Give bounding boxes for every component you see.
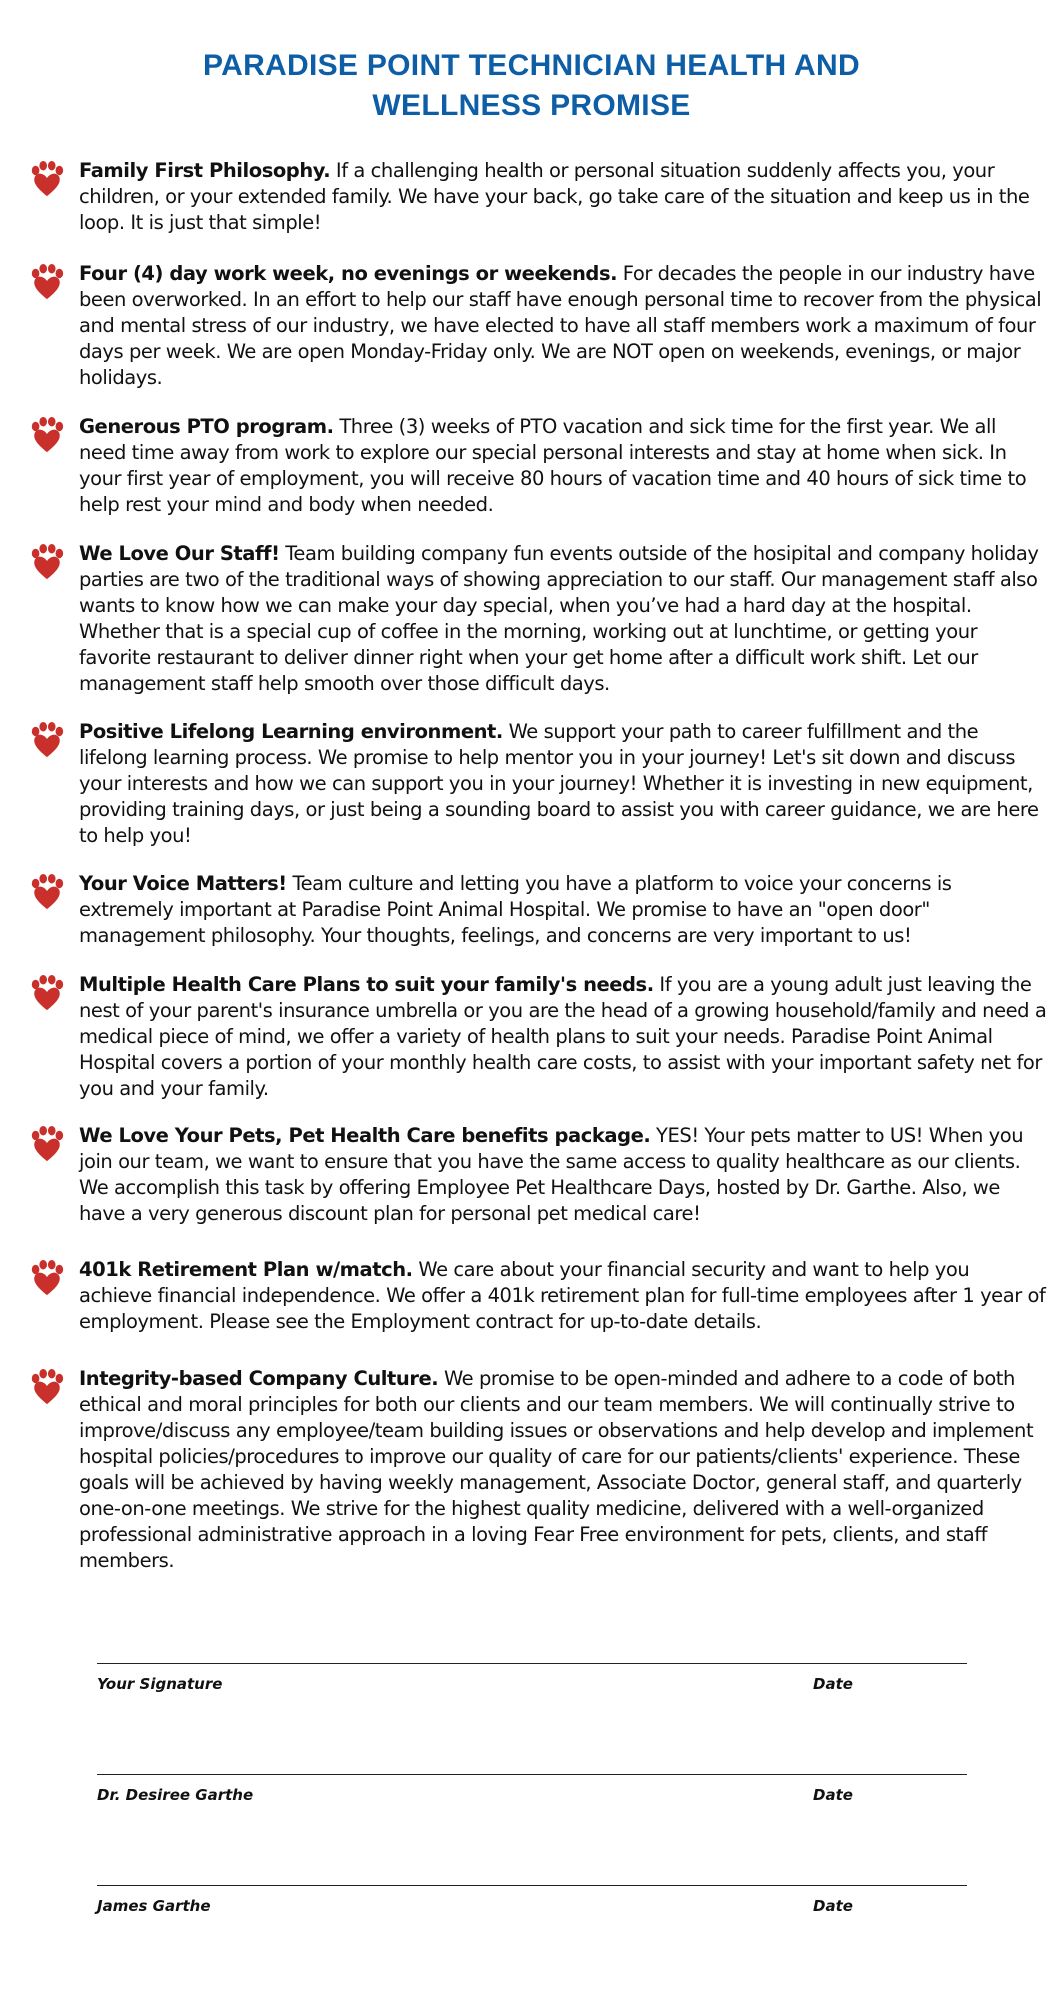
promise-text	[79, 541, 1047, 697]
paw-print-icon	[28, 263, 66, 301]
page-title	[150, 46, 913, 126]
paw-print-icon	[28, 1259, 66, 1297]
promise-text	[79, 719, 1047, 849]
promise-body: YES! Your pets matter to US! When you join our team, we want to ensure that you have the same access to quality healthcare as our clients. We accomplish this task by offering Employee Pet Healthcare Days, hosted by Dr. Garthe. Also, we have a very generous discount plan for personal pet medical care!	[79, 1124, 1024, 1225]
signature-block	[97, 1885, 967, 1915]
promise-body: For decades the people in our industry have been overworked. In an effort to help our staff have enough personal time to recover from the physical and mental stress of our industry, we have elected to have all staff members work a maximum of four days per week. We are open Monday-Friday only. We are NOT open on weekends, evenings, or major holidays.	[79, 262, 1042, 389]
promise-text	[79, 158, 1047, 236]
signature-block	[97, 1774, 967, 1804]
title-line-1: PARADISE POINT TECHNICIAN HEALTH AND	[203, 49, 860, 82]
signature-label: Dr. Desiree Garthe	[97, 1786, 254, 1804]
promise-heading: Generous PTO program.	[79, 415, 334, 438]
signature-line[interactable]	[97, 1663, 967, 1664]
promise-body: We promise to be open-minded and adhere to a code of both ethical and moral principles for both our clients and our team members. We will continually strive to improve/discuss any employee/team building issues or observations and help develop and implement hospital policies/procedures to improve our quality of care for our patients/clients' experience. These goals will be achieved by having weekly management, Associate Doctor, general staff, and quarterly one-on-one meetings. We strive for the highest quality medicine, delivered with a well-organized professional administrative approach in a loving Fear Free environment for pets, clients, and staff members.	[79, 1367, 1034, 1572]
promise-text	[79, 871, 1047, 949]
promise-text	[79, 414, 1047, 518]
paw-print-icon	[28, 974, 66, 1012]
signature-label: James Garthe	[97, 1897, 211, 1915]
promise-heading: Family First Philosophy.	[79, 159, 331, 182]
promise-text	[79, 1123, 1047, 1227]
promise-body: If a challenging health or personal situation suddenly affects you, your children, or your extended family. We have your back, go take care of the situation and keep us in the loop. It is just that simple!	[79, 159, 1030, 234]
paw-print-icon	[28, 160, 66, 198]
promise-body: If you are a young adult just leaving the nest of your parent's insurance umbrella or you are the head of a growing household/family and need a medical piece of mind, we offer a variety of health plans to suit your needs. Paradise Point Animal Hospital covers a portion of your monthly health care costs, to assist with your important safety net for you and your family.	[79, 973, 1047, 1100]
title-line-2: WELLNESS PROMISE	[372, 89, 691, 122]
promise-heading: 401k Retirement Plan w/match.	[79, 1258, 413, 1281]
paw-print-icon	[28, 721, 66, 759]
promise-heading: Positive Lifelong Learning environment.	[79, 720, 503, 743]
date-label: Date	[813, 1897, 853, 1915]
paw-print-icon	[28, 1125, 66, 1163]
promise-body: Team culture and letting you have a platform to voice your concerns is extremely important at Paradise Point Animal Hospital. We promise to have an "open door" management philosophy. Your thoughts, feelings, and concerns are very important to us!	[79, 872, 952, 947]
promise-body: We care about your financial security and want to help you achieve financial independence. We offer a 401k retirement plan for full-time employees after 1 year of employment. Please see the Employment contract for up-to-date details.	[79, 1258, 1046, 1333]
promise-body: We support your path to career fulfillment and the lifelong learning process. We promise to help mentor you in your journey! Let's sit down and discuss your interests and how we can support you in your journey! Whether it is investing in new equipment, providing training days, or just being a sounding board to assist you with career guidance, we are here to help you!	[79, 720, 1039, 847]
promise-heading: We Love Your Pets, Pet Health Care benefits package.	[79, 1124, 651, 1147]
promise-text	[79, 1257, 1047, 1335]
promise-body: Three (3) weeks of PTO vacation and sick time for the first year. We all need time away from work to explore our special personal interests and stay at home when sick. In your first year of employment, you will receive 80 hours of vacation time and 40 hours of sick time to help rest your mind and body when needed.	[79, 415, 1027, 516]
promise-text	[79, 972, 1047, 1102]
signature-label: Your Signature	[97, 1675, 223, 1693]
promise-heading: Four (4) day work week, no evenings or weekends.	[79, 262, 618, 285]
signature-block	[97, 1663, 967, 1693]
promise-body: Team building company fun events outside of the hosipital and company holiday parties are two of the traditional ways of showing appreciation to our staff. Our management staff also wants to know how we can make your day special, when you’ve had a hard day at the hospital. Whether that is a special cup of coffee in the morning, working out at lunchtime, or getting your favorite restaurant to deliver dinner right when your get home after a difficult work shift. Let our management staff help smooth over those difficult days.	[79, 542, 1039, 695]
signature-line[interactable]	[97, 1885, 967, 1886]
paw-print-icon	[28, 1368, 66, 1406]
promise-heading: Multiple Health Care Plans to suit your family's needs.	[79, 973, 654, 996]
date-label: Date	[813, 1786, 853, 1804]
paw-print-icon	[28, 416, 66, 454]
date-label: Date	[813, 1675, 853, 1693]
promise-text	[79, 1366, 1047, 1574]
promise-heading: Your Voice Matters!	[79, 872, 287, 895]
promise-heading: Integrity-based Company Culture.	[79, 1367, 439, 1390]
signature-line[interactable]	[97, 1774, 967, 1775]
promise-heading: We Love Our Staff!	[79, 542, 280, 565]
paw-print-icon	[28, 543, 66, 581]
paw-print-icon	[28, 873, 66, 911]
promise-text	[79, 261, 1047, 391]
